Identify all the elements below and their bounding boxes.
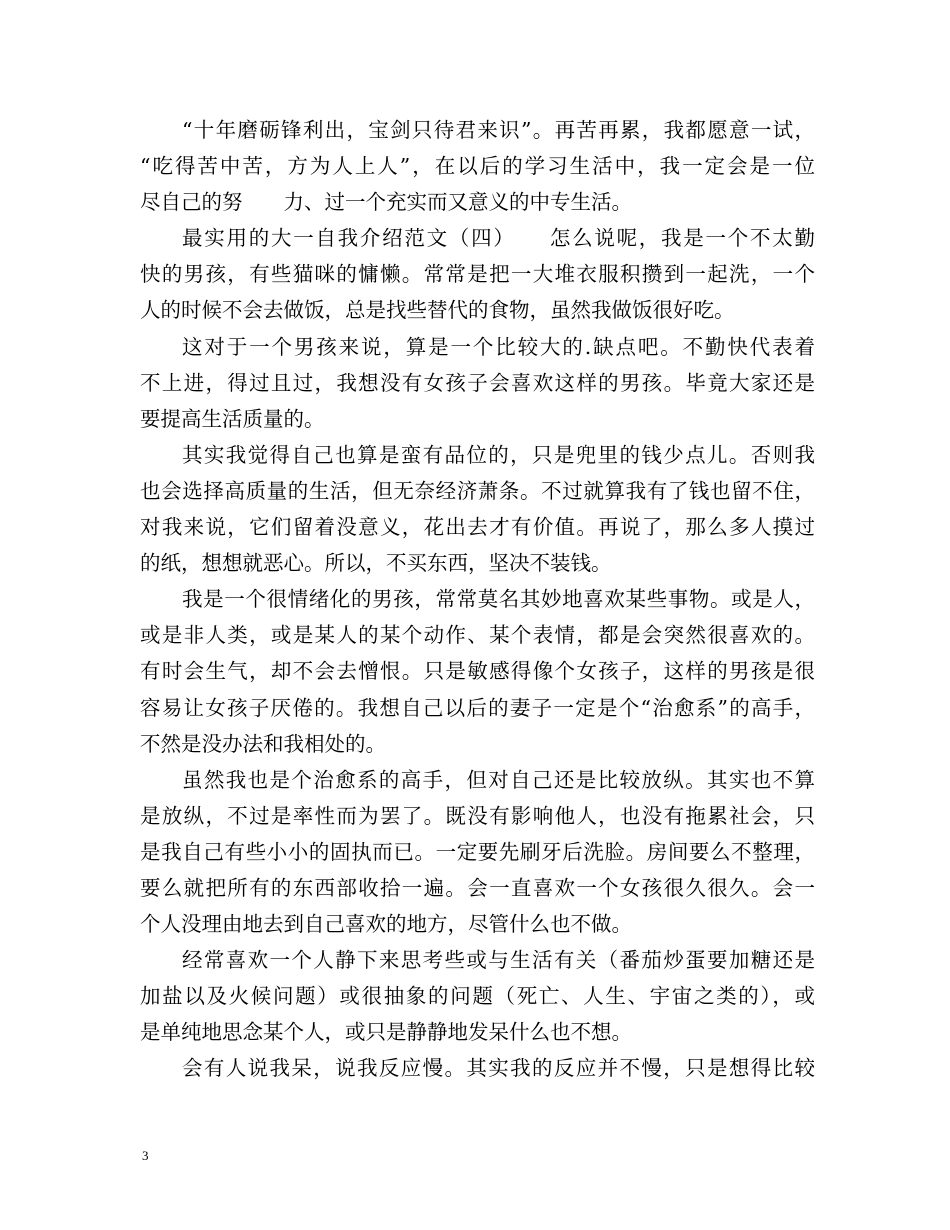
text-line: 也会选择高质量的生活，但无奈经济萧条。不过就算我有了钱也留不住， [140, 478, 815, 503]
text-line: 要提高生活质量的。 [140, 406, 325, 431]
text-line: 虽然我也是个治愈系的高手，但对自己还是比较放纵。其实也不算 [182, 767, 815, 792]
text-line: 不上进，得过且过，我想没有女孩子会喜欢这样的男孩。毕竟大家还是 [140, 370, 815, 395]
text-line: 尽自己的努 力、过一个充实而又意义的中专生活。 [140, 190, 632, 215]
text-line: 有时会生气，却不会去憎恨。只是敏感得像个女孩子，这样的男孩是很 [140, 659, 815, 684]
text-line: “十年磨砺锋利出，宝剑只待君来识”。再苦再累，我都愿意一试， [182, 118, 815, 142]
text-line: 会有人说我呆，说我反应慢。其实我的反应并不慢，只是想得比较 [182, 1056, 815, 1081]
text-line: 对我来说，它们留着没意义，花出去才有价值。再说了，那么多人摸过 [140, 515, 815, 540]
text-line: “吃得苦中苦，方为人上人”，在以后的学习生活中，我一定会是一位 [140, 154, 815, 179]
text-line: 是放纵，不过是率性而为罢了。既没有影响他人，也没有拖累社会，只 [140, 803, 815, 828]
text-line: 快的男孩，有些猫咪的慵懒。常常是把一大堆衣服积攒到一起洗，一个 [140, 262, 815, 287]
text-line: 不然是没办法和我相处的。 [140, 731, 386, 756]
text-line: 经常喜欢一个人静下来思考些或与生活有关（番茄炒蛋要加糖还是 [182, 948, 815, 973]
text-line: 最实用的大一自我介绍范文（四） 怎么说呢，我是一个不太勤 [182, 226, 815, 251]
page-number: 3 [142, 1148, 149, 1163]
text-line: 或是非人类，或是某人的某个动作、某个表情，都是会突然很喜欢的。 [140, 623, 815, 648]
text-line: 我是一个很情绪化的男孩，常常莫名其妙地喜欢某些事物。或是人， [182, 587, 815, 612]
text-line: 加盐以及火候问题）或很抽象的问题（死亡、人生、宇宙之类的），或 [140, 984, 815, 1009]
text-line: 个人没理由地去到自己喜欢的地方，尽管什么也不做。 [140, 912, 632, 937]
text-line: 这对于一个男孩来说，算是一个比较大的.缺点吧。不勤快代表着 [182, 334, 815, 359]
text-line: 要么就把所有的东西部收拾一遍。会一直喜欢一个女孩很久很久。会一 [140, 875, 815, 900]
text-line: 是单纯地思念某个人，或只是静静地发呆什么也不想。 [140, 1020, 632, 1045]
text-line: 的纸，想想就恶心。所以，不买东西，坚决不装钱。 [140, 551, 612, 576]
text-line: 其实我觉得自己也算是蛮有品位的，只是兜里的钱少点儿。否则我 [182, 442, 815, 467]
text-line: 人的时候不会去做饭，总是找些替代的食物，虽然我做饭很好吃。 [140, 298, 735, 323]
document-body [140, 112, 815, 1087]
text-line: 是我自己有些小小的固执而已。一定要先刷牙后洗脸。房间要么不整理， [140, 839, 815, 864]
text-line: 容易让女孩子厌倦的。我想自己以后的妻子一定是个“治愈系”的高手， [140, 695, 815, 720]
